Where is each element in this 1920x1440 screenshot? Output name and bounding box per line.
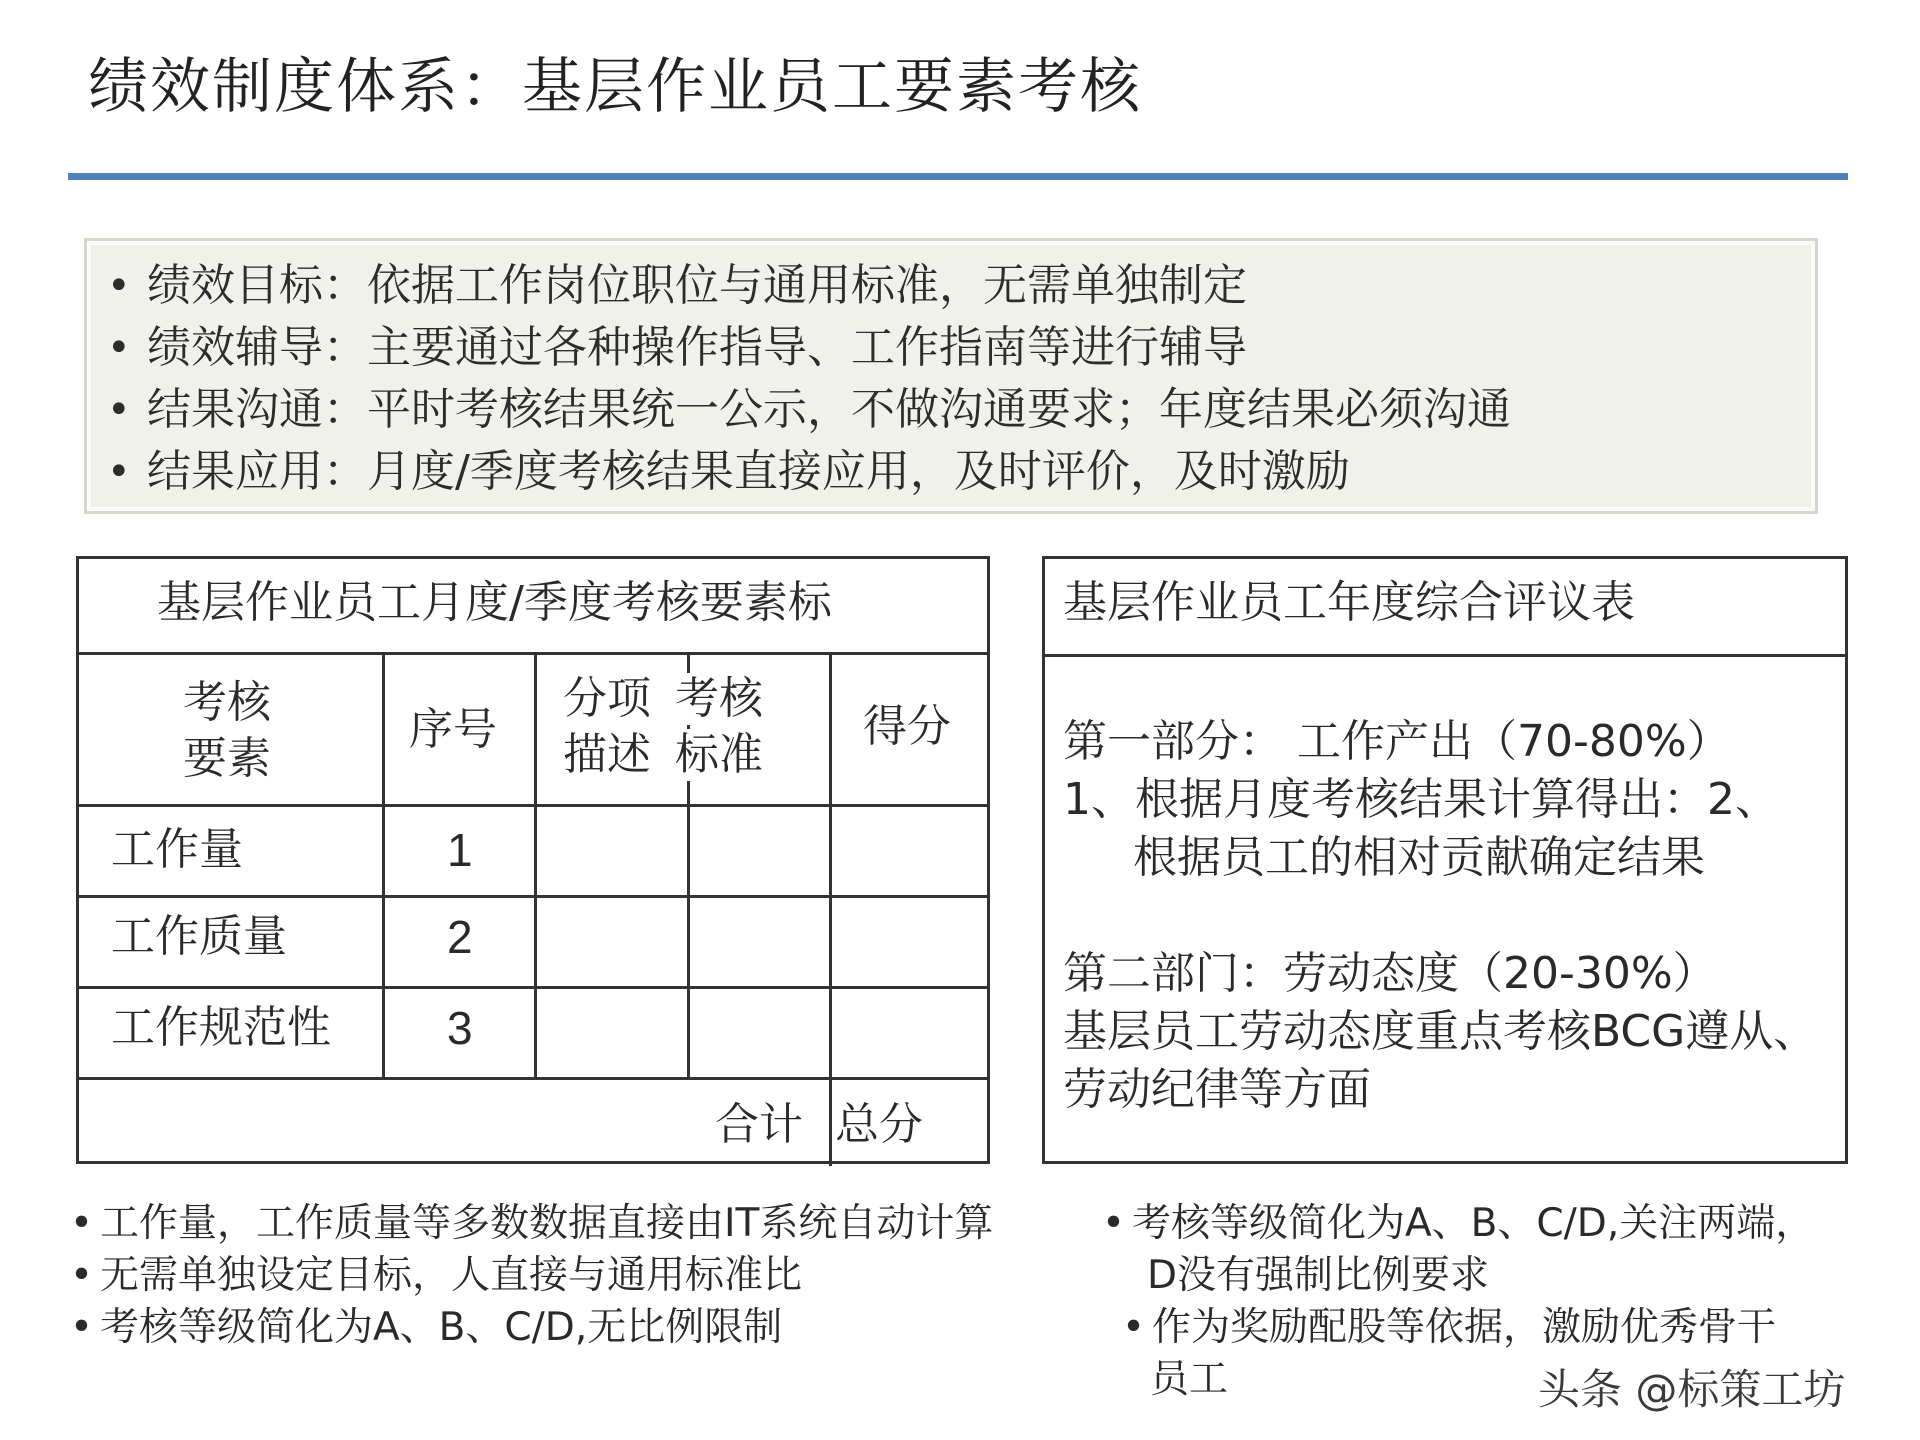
note-text: 作为奖励配股等依据，激励优秀骨干 (1152, 1305, 1777, 1350)
table-rule (79, 804, 987, 807)
note-right (1122, 1302, 1776, 1354)
bullet-icon: • (70, 1201, 94, 1246)
bullet-icon: • (107, 325, 131, 371)
summary-item (107, 379, 1815, 441)
watermark: 头条 @标策工坊 (1538, 1365, 1846, 1414)
note-text: 考核等级简化为A、B、C/D,关注两端， (1132, 1201, 1815, 1246)
summary-item (107, 255, 1815, 317)
part-two-text: 劳动纪律等方面 (1063, 1064, 1371, 1115)
title-divider (68, 173, 1848, 180)
bullet-icon: • (107, 387, 131, 433)
header-desc: 分项 (563, 673, 651, 724)
summary-item-text: 结果应用：月度/季度考核结果直接应用，及时评价，及时激励 (147, 446, 1350, 497)
bullet-icon: • (1102, 1201, 1126, 1246)
part-one-text: 根据员工的相对贡献确定结果 (1133, 832, 1705, 883)
header-factor: 考核 (183, 677, 271, 728)
header-factor: 要素 (183, 733, 271, 784)
row-factor: 工作质量 (111, 911, 287, 962)
row-seq: 1 (447, 824, 473, 876)
note-text: 考核等级简化为A、B、C/D,无比例限制 (100, 1305, 783, 1350)
total-label: 合计 (715, 1099, 803, 1150)
slide-title: 绩效制度体系：基层作业员工要素考核 (88, 52, 1142, 122)
panel-title: 基层作业员工年度综合评议表 (1063, 577, 1635, 628)
summary-item (107, 441, 1815, 503)
table-rule (79, 895, 987, 898)
note-left (70, 1302, 782, 1354)
table-rule (79, 652, 987, 655)
part-one-heading: 第一部分： 工作产出（70-80%） (1063, 716, 1731, 767)
table-rule (79, 1077, 987, 1080)
row-factor: 工作量 (111, 824, 243, 875)
summary-item-text: 绩效目标：依据工作岗位职位与通用标准，无需单独制定 (147, 260, 1247, 311)
summary-item-text: 绩效辅导：主要通过各种操作指导、工作指南等进行辅导 (147, 322, 1247, 373)
note-left (70, 1250, 802, 1302)
note-text: 无需单独设定目标，人直接与通用标准比 (100, 1253, 803, 1298)
summary-item (107, 317, 1815, 379)
bullet-icon: • (70, 1253, 94, 1298)
panel-rule (1045, 654, 1845, 657)
row-seq: 2 (447, 911, 473, 963)
bullet-icon: • (107, 263, 131, 309)
part-two-text: 基层员工劳动态度重点考核BCG遵从、 (1063, 1006, 1818, 1057)
header-standard: 标准 (675, 729, 763, 780)
header-seq: 序号 (409, 704, 497, 755)
summary-item-text: 结果沟通：平时考核结果统一公示，不做沟通要求；年度结果必须沟通 (147, 384, 1511, 435)
bullet-icon: • (70, 1305, 94, 1350)
part-two-heading: 第二部门：劳动态度（20-30%） (1063, 948, 1717, 999)
bullet-icon: • (1122, 1305, 1146, 1350)
summary-box (84, 238, 1818, 514)
table-title: 基层作业员工月度/季度考核要素标 (157, 577, 832, 628)
bullet-icon: • (107, 449, 131, 495)
annual-evaluation-panel (1042, 556, 1848, 1164)
note-text: 工作量，工作质量等多数数据直接由IT系统自动计算 (100, 1201, 994, 1246)
note-right-continued: 员工 (1150, 1357, 1229, 1402)
monthly-assessment-table (76, 556, 990, 1164)
table-rule (534, 652, 537, 1077)
table-rule (79, 986, 987, 989)
total-score-label: 总分 (835, 1099, 923, 1150)
header-standard: 考核 (675, 673, 763, 724)
header-desc: 描述 (563, 729, 651, 780)
header-score: 得分 (863, 701, 951, 752)
table-rule (829, 652, 832, 1166)
note-left (70, 1198, 993, 1250)
row-factor: 工作规范性 (111, 1002, 331, 1053)
row-seq: 3 (447, 1002, 473, 1054)
part-one-text: 1、根据月度考核结果计算得出：2、 (1063, 774, 1779, 825)
note-right (1102, 1198, 1814, 1250)
table-rule (382, 652, 385, 1077)
note-right-continued: D没有强制比例要求 (1147, 1253, 1490, 1298)
